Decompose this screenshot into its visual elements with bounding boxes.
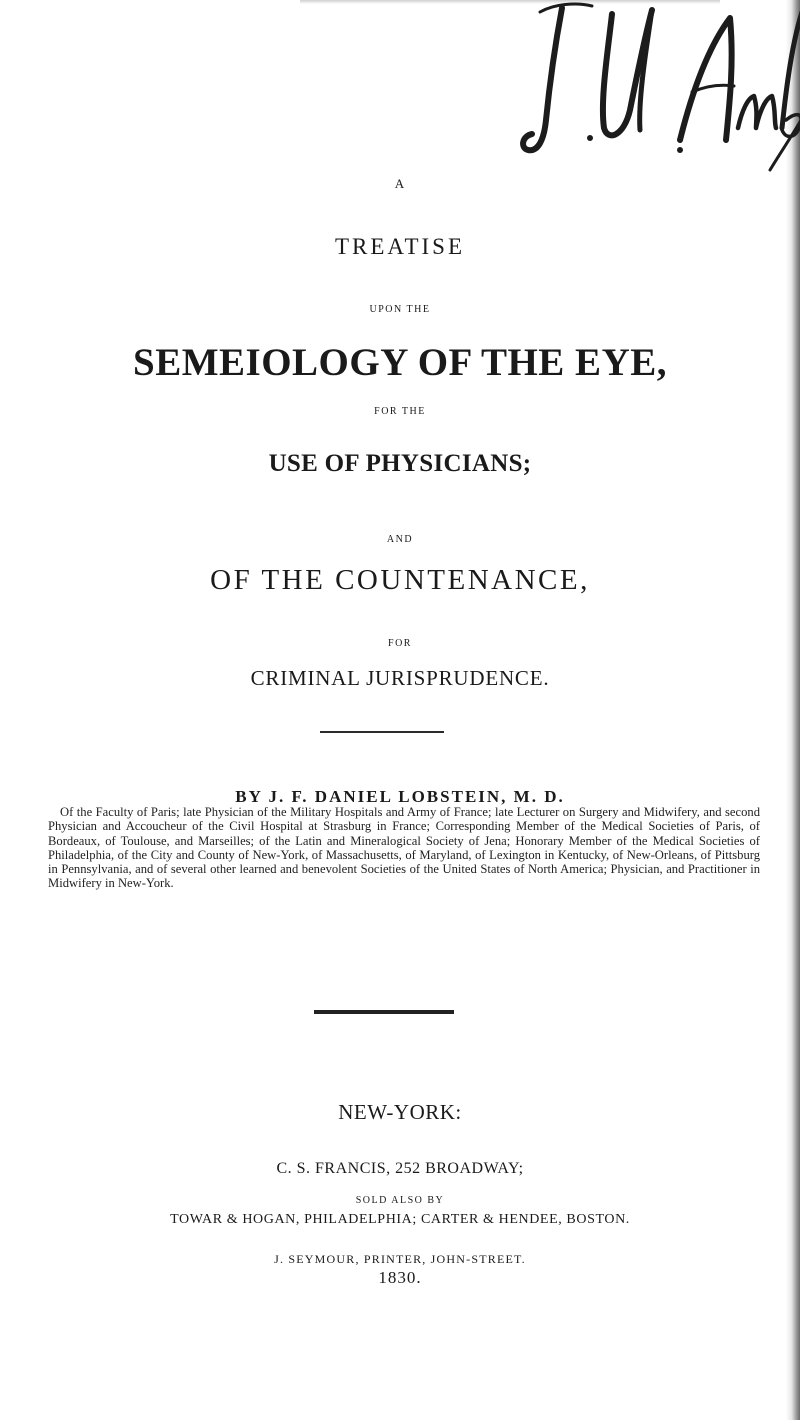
imprint-publisher: C. S. FRANCIS, 252 BROADWAY; bbox=[276, 1160, 524, 1177]
connector-upon-the: UPON THE bbox=[369, 304, 431, 315]
author-credentials-text: Of the Faculty of Paris; late Physician of the Military Hospitals and Army of France; late Lecturer on Surgery and Midwifery, and second Physician and Accoucheur of the Civil Hospital at Strasburg in France; Corresponding Member of the Medical Societies of Paris, of Bordeaux, of Toulouse, and Marseilles; of the Latin and Mineralogical Society of Jena; Honorary Member of the Medical Societies of Philadelphia, of the City and County of New-York, of Massachusetts, of Maryland, of Lexington in Kentucky, of New-Orleans, of Pittsburg in Pennsylvania, and of several other learned and benevolent Societies of the United States of North America; Physician, and Practitioner in Midwifery in New-York. bbox=[48, 805, 760, 891]
connector-and: AND bbox=[386, 534, 414, 545]
connector-for-the: FOR THE bbox=[374, 406, 426, 417]
title-treatise: TREATISE bbox=[334, 234, 466, 259]
title-audience-2: CRIMINAL JURISPRUDENCE. bbox=[250, 666, 550, 690]
connector-for: FOR bbox=[388, 638, 412, 649]
title-article: A bbox=[394, 176, 406, 191]
handwritten-signature bbox=[520, 0, 800, 175]
imprint-city: NEW-YORK: bbox=[338, 1100, 462, 1124]
imprint-sellers: TOWAR & HOGAN, PHILADELPHIA; CARTER & HENDEE, BOSTON. bbox=[170, 1212, 630, 1227]
imprint-sold-also-by: SOLD ALSO BY bbox=[355, 1195, 445, 1206]
imprint-printer: J. SEYMOUR, PRINTER, JOHN-STREET. bbox=[274, 1252, 526, 1266]
page-edge-shadow bbox=[786, 0, 800, 1420]
divider-rule bbox=[320, 731, 444, 733]
imprint-year: 1830. bbox=[378, 1268, 422, 1287]
title-audience: USE OF PHYSICIANS; bbox=[268, 450, 532, 477]
title-subject-2: OF THE COUNTENANCE, bbox=[210, 564, 590, 596]
author-byline: BY J. F. DANIEL LOBSTEIN, M. D. bbox=[235, 787, 565, 806]
thick-divider-rule bbox=[314, 1010, 454, 1014]
author-credentials bbox=[48, 805, 760, 891]
title-subject: SEMEIOLOGY OF THE EYE, bbox=[133, 341, 667, 384]
